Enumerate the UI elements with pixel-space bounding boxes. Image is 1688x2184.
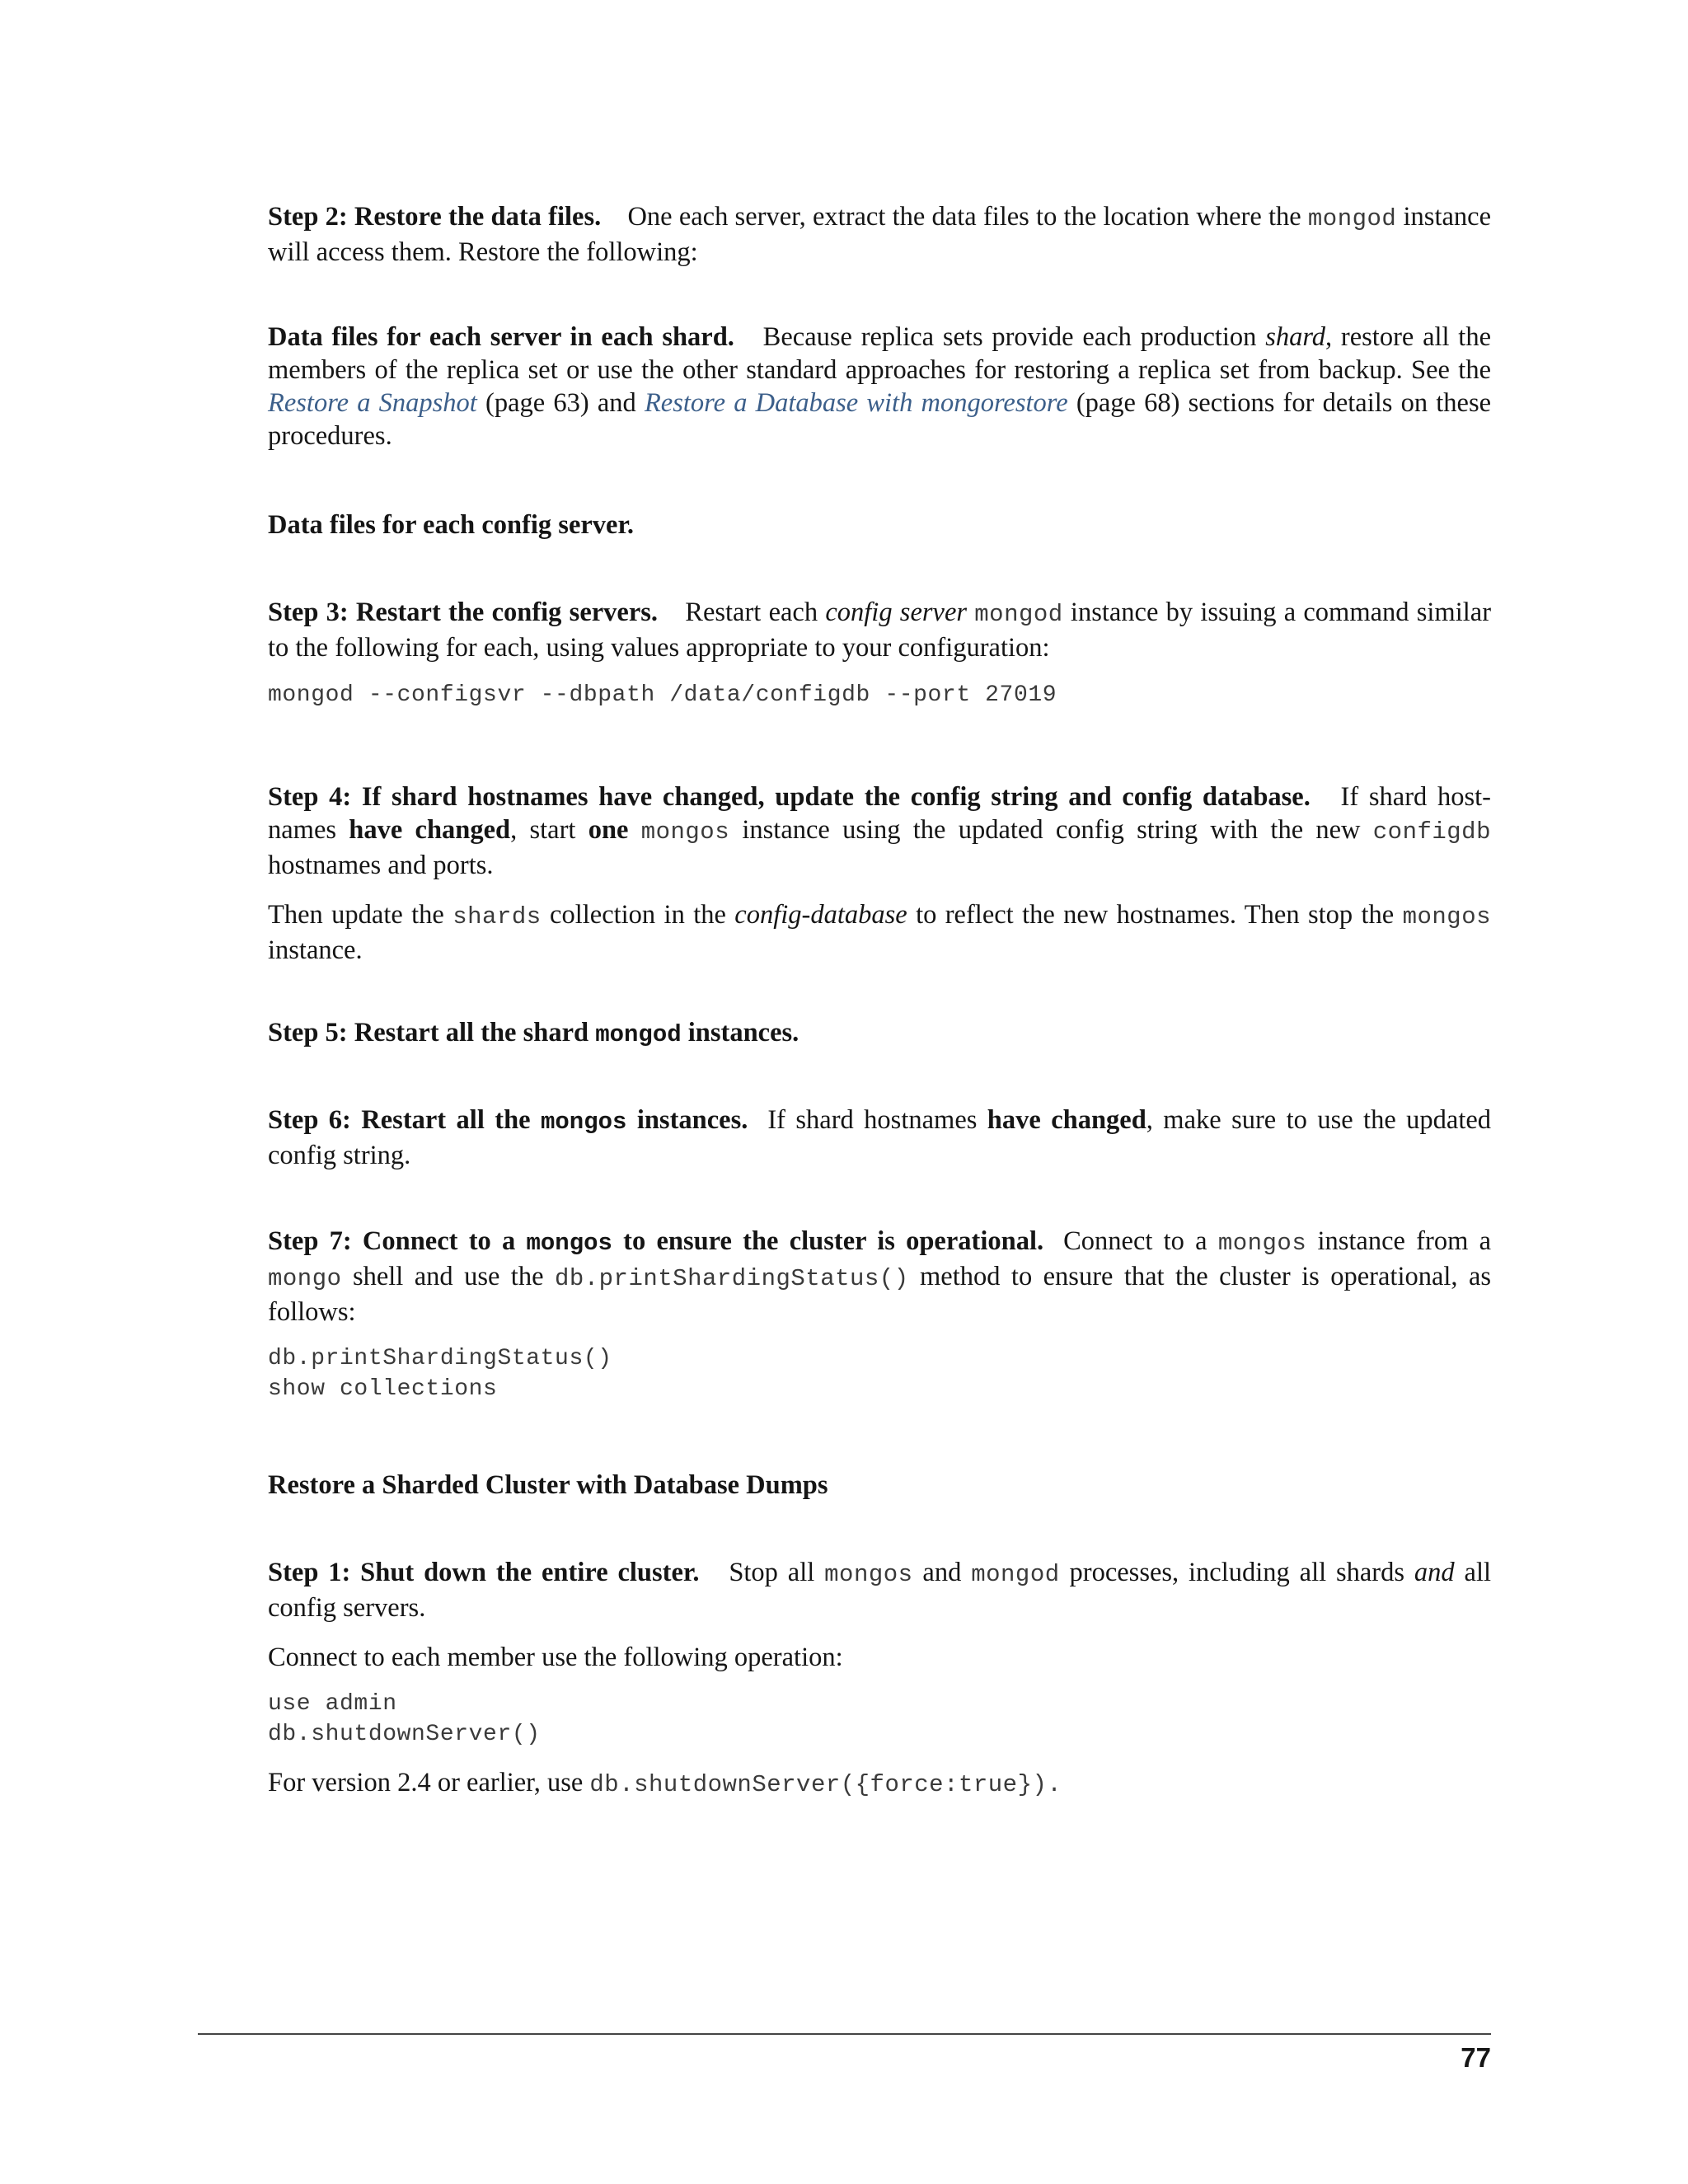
restore-dumps-section	[268, 1469, 1491, 1502]
step3-section	[268, 596, 1491, 710]
step2-heading: Step 2: Restore the data files.	[268, 202, 602, 232]
step6-section	[268, 1104, 1491, 1172]
footer-rule	[198, 2033, 1491, 2035]
inline-code: mongod	[971, 1561, 1060, 1588]
step5-section	[268, 1016, 1491, 1052]
inline-code: db.shutdownServer({force:true}).	[589, 1771, 1062, 1798]
restore-mongorestore-link[interactable]: Restore a Database with mongorestore	[644, 388, 1068, 418]
data-files-shard-paragraph: Data files for each server in each shard. Because replica sets provide each production shard, restore all the members of the replica set or use the other standard approaches for restoring a replica set from backup. See the Restore a Snapshot (page 63) and Restore a Database with mongorestore (page 68) sections for details on these procedures.	[268, 322, 1492, 451]
inline-code: mongod	[974, 601, 1063, 628]
step6-paragraph: Step 6: Restart all the mongos instances. If shard hostnames have changed, make sure to use the updated config string.	[268, 1105, 1492, 1170]
step3-heading: Step 3: Restart the config servers.	[268, 598, 659, 627]
step1-paragraph: Step 1: Shut down the entire cluster. Stop all mongos and mongod processes, including all shards and all config servers.	[268, 1558, 1491, 1623]
inline-code: mongos	[824, 1561, 913, 1588]
restore-snapshot-link[interactable]: Restore a Snapshot	[268, 388, 477, 418]
step1-heading: Step 1: Shut down the entire cluster.	[268, 1558, 700, 1587]
restore-dumps-heading: Restore a Sharded Cluster with Database Dumps	[268, 1470, 828, 1500]
inline-code: mongo	[268, 1265, 342, 1292]
step7-paragraph: Step 7: Connect to a mongos to ensure the cluster is operational. Connect to a mongos instance from a mongo shell and use the db.printShardingStatus() method to ensure that the cluster is operational, as follows:	[268, 1226, 1492, 1327]
step6-heading: Step 6: Restart all the mongos instances.	[268, 1105, 748, 1136]
code-block: db.printShardingStatus() show collections	[268, 1346, 612, 1402]
inline-code: mongos	[640, 818, 730, 846]
step7-heading: Step 7: Connect to a mongos to ensure the cluster is operational.	[268, 1226, 1044, 1257]
data-files-shard-heading: Data files for each server in each shard.	[268, 322, 734, 352]
step4-heading: Step 4: If shard hostnames have changed, update the config string and config database.	[268, 782, 1311, 812]
step4-section	[268, 780, 1491, 967]
data-files-config-section	[268, 509, 1491, 541]
step2-paragraph: Step 2: Restore the data files. One each server, extract the data files to the location where the mongod instance will access them. Restore the following:	[268, 202, 1492, 267]
code-block: mongod --configsvr --dbpath /data/configdb --port 27019	[268, 682, 1057, 708]
code-block: use admin db.shutdownServer()	[268, 1691, 541, 1747]
inline-code: mongos	[1217, 1230, 1307, 1257]
step1-section	[268, 1556, 1491, 1802]
data-files-config-heading: Data files for each config server.	[268, 510, 635, 540]
step5-heading: Step 5: Restart all the shard mongod instances.	[268, 1018, 799, 1048]
step2-section	[268, 200, 1491, 269]
data-files-shard-section	[268, 321, 1491, 452]
inline-code: mongod	[1307, 205, 1397, 232]
step1-paragraph-2: Connect to each member use the following operation:	[268, 1643, 843, 1672]
page-number: 77	[1461, 2042, 1491, 2073]
step7-section	[268, 1225, 1491, 1404]
step3-paragraph: Step 3: Restart the config servers. Restart each config server mongod instance by issuing a command similar to the following for each, using values appropriate to your configuration:	[268, 598, 1492, 663]
step4-paragraph: Step 4: If shard hostnames have changed, update the config string and config database. If shard host-names have changed, start one mongos instance using the updated config string with the new configdb hostnames and ports.	[268, 782, 1491, 880]
step4-paragraph-2: Then update the shards collection in the config-database to reflect the new hostnames. Then stop the mongos instance.	[268, 900, 1491, 965]
inline-code: db.printShardingStatus()	[554, 1265, 909, 1292]
inline-code: configdb	[1372, 818, 1491, 846]
inline-code: mongos	[1402, 903, 1491, 930]
inline-code: shards	[452, 903, 542, 930]
step1-paragraph-3: For version 2.4 or earlier, use db.shutdownServer({force:true}).	[268, 1768, 1062, 1798]
